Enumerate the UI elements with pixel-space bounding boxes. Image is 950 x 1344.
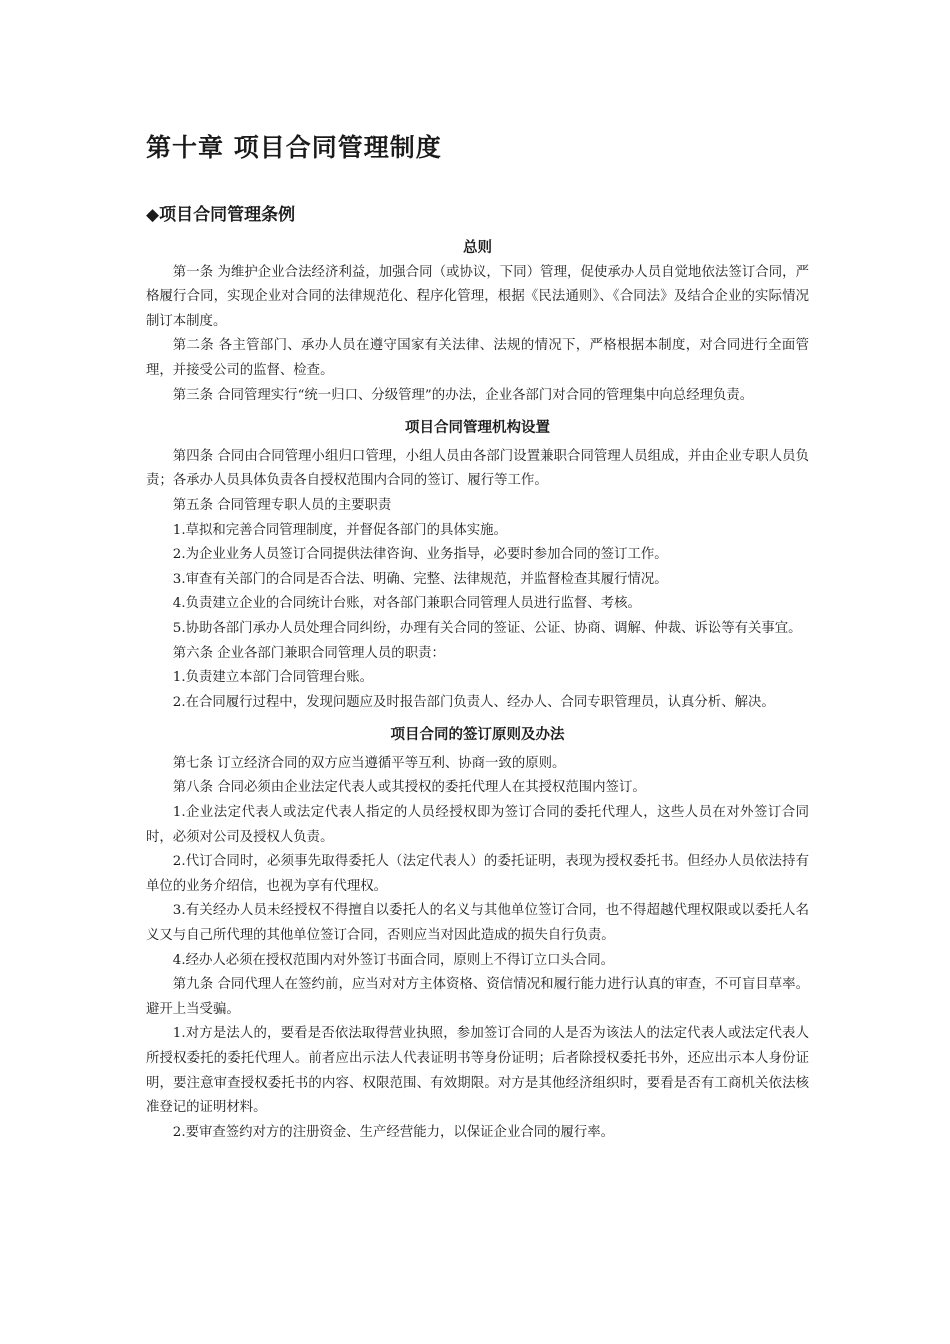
article-3: 第三条 合同管理实行“统一归口、分级管理”的办法，企业各部门对合同的管理集中向总经理负责。 xyxy=(172,387,754,403)
list-item: 4.负责建立企业的合同统计台账，对各部门兼职合同管理人员进行监督、考核。 xyxy=(172,596,641,612)
list-item: 3.审查有关部门的合同是否合法、明确、完整、法律规范，并监督检查其履行情况。 xyxy=(172,571,668,587)
list-item: 2.代订合同时，必须事先取得委托人（法定代表人）的委托证明，表现为授权委托书。但经办人员依法持有单位的业务介绍信，也视为享有代理权。 xyxy=(146,854,809,894)
list-item: 1.草拟和完善合同管理制度，并督促各部门的具体实施。 xyxy=(172,522,507,538)
list-item: 4.经办人必须在授权范围内对外签订书面合同，原则上不得订立口头合同。 xyxy=(172,952,615,968)
section-heading: 总则 xyxy=(463,240,492,256)
list-item: 2.要审查签约对方的注册资金、生产经营能力，以保证企业合同的履行率。 xyxy=(172,1124,615,1140)
section-heading: 项目合同管理机构设置 xyxy=(405,420,550,437)
list-item: 2.在合同履行过程中，发现问题应及时报告部门负责人、经办人、合同专职管理员，认真分析、解决。 xyxy=(172,694,775,710)
article-4: 第四条 合同由合同管理小组归口管理，小组人员由各部门设置兼职合同管理人员组成，并由企业专职人员负责；各承办人员具体负责各自授权范围内合同的签订、履行等工作。 xyxy=(146,448,809,489)
document-body xyxy=(146,236,809,1145)
article-7: 第七条 订立经济合同的双方应当遵循平等互利、协商一致的原则。 xyxy=(172,755,566,771)
article-6: 第六条 企业各部门兼职合同管理人员的职责： xyxy=(172,645,445,661)
article-2: 第二条 各主管部门、承办人员在遵守国家有关法律、法规的情况下，严格根据本制度，对合同进行全面管理，并接受公司的监督、检查。 xyxy=(146,338,809,378)
section-general xyxy=(146,236,809,408)
list-item: 1.对方是法人的，要看是否依法取得营业执照，参加签订合同的人是否为该法人的法定代表人或法定代表人所授权委托的委托代理人。前者应出示法人代表证明书等身份证明；后者除授权委托书外，还应出示本人身份证明，要注意审查授权委托书的内容、权限范围、有效期限。对方是其他经济组织时，要看是否有工商机关依法核准登记的证明材料。 xyxy=(146,1026,809,1116)
article-1: 第一条 为维护企业合法经济利益，加强合同（或协议，下同）管理，促使承办人员自觉地依法签订合同，严格履行合同，实现企业对合同的法律规范化、程序化管理，根据《民法通则》、《合同法》及结合企业的实际情况制订本制度。 xyxy=(146,264,809,329)
list-item: 1.企业法定代表人或法定代表人指定的人员经授权即为签订合同的委托代理人，这些人员在对外签订合同时，必须对公司及授权人负责。 xyxy=(146,805,809,845)
article-5: 第五条 合同管理专职人员的主要职责 xyxy=(172,497,392,513)
list-item: 3.有关经办人员未经授权不得擅自以委托人的名义与其他单位签订合同，也不得超越代理权限或以委托人名义又与自己所代理的其他单位签订合同，否则应当对因此造成的损失自行负责。 xyxy=(146,903,809,944)
list-item: 5.协助各部门承办人员处理合同纠纷，办理有关合同的签证、公证、协商、调解、仲裁、诉讼等有关事宜。 xyxy=(172,620,802,636)
article-8: 第八条 合同必须由企业法定代表人或其授权的委托代理人在其授权范围内签订。 xyxy=(172,780,646,796)
list-item: 2.为企业业务人员签订合同提供法律咨询、业务指导，必要时参加合同的签订工作。 xyxy=(172,547,668,563)
regulation-subtitle: ◆项目合同管理条例 xyxy=(146,205,296,225)
section-heading: 项目合同的签订原则及办法 xyxy=(390,727,565,744)
article-9: 第九条 合同代理人在签约前，应当对对方主体资格、资信情况和履行能力进行认真的审查，不可盲目草率。避开上当受骗。 xyxy=(146,977,809,1017)
chapter-title: 第十章 项目合同管理制度 xyxy=(146,133,442,162)
list-item: 1.负责建立本部门合同管理台账。 xyxy=(172,670,374,686)
section-signing xyxy=(146,723,809,1145)
section-organization xyxy=(146,416,809,715)
